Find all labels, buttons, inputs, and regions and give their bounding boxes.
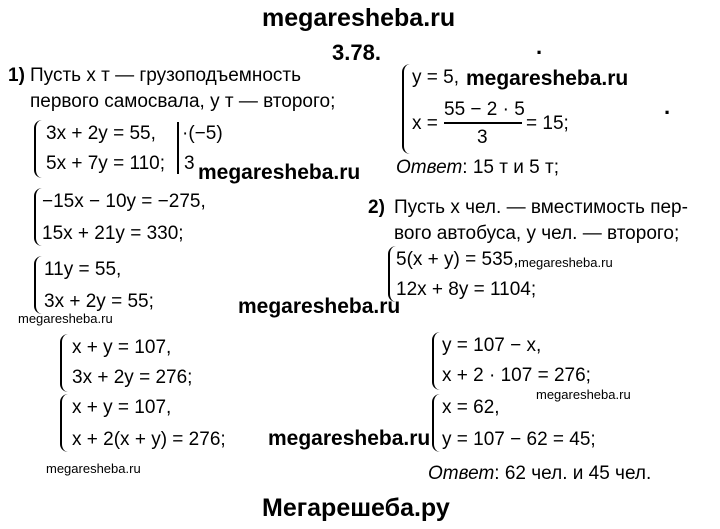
- sysA-eq2: 12x + 8y = 1104;: [396, 279, 537, 300]
- watermark: megaresheba.ru: [238, 295, 401, 318]
- watermark: megaresheba.ru: [198, 161, 361, 184]
- sys4-fraction-denominator: 3: [477, 127, 488, 148]
- footer-site: Мегарешеба.ру: [262, 494, 450, 522]
- watermark-small: megaresheba.ru: [46, 461, 141, 476]
- watermark: megaresheba.ru: [466, 67, 629, 90]
- part1-text-line2: первого самосвала, y т — второго;: [30, 91, 336, 112]
- answer1-text: : 15 т и 5 т;: [462, 157, 559, 178]
- problem-number: 3.78.: [332, 40, 381, 65]
- answer1-label: Ответ: [396, 157, 463, 178]
- sys4-fraction-numerator: 55 − 2 · 5: [444, 99, 525, 120]
- sys4-eq1: y = 5,: [412, 67, 459, 88]
- answer2-text: : 62 чел. и 45 чел.: [494, 463, 652, 484]
- stray-dot: .: [536, 34, 543, 59]
- system-brace: [432, 332, 440, 390]
- watermark-small: megaresheba.ru: [18, 311, 113, 326]
- sys4-eq2-right: = 15;: [526, 113, 569, 134]
- sys1-multiplier1: ·(−5): [182, 123, 223, 144]
- watermark-small: megaresheba.ru: [518, 255, 613, 270]
- sysC-eq1: x + y = 107,: [72, 397, 172, 418]
- sysB-eq2: 3x + 2y = 276;: [72, 367, 193, 388]
- part2-text-line1: Пусть x чел. — вместимость пер-: [394, 197, 688, 218]
- sys3-eq2: 3x + 2y = 55;: [44, 291, 154, 312]
- answer1: [396, 158, 559, 177]
- sys2-eq1: −15x − 10y = −275,: [42, 191, 206, 212]
- watermark-small: megaresheba.ru: [536, 387, 631, 402]
- system-brace: [60, 394, 68, 452]
- sys1-eq1: 3x + 2y = 55,: [46, 123, 156, 144]
- system-brace: [34, 120, 42, 178]
- sysC-eq2: x + 2(x + y) = 276;: [72, 429, 226, 450]
- watermark: megaresheba.ru: [268, 427, 431, 450]
- sys4-eq2-left: x =: [412, 113, 438, 134]
- site-title: megaresheba.ru: [262, 4, 456, 32]
- sysD-eq2: x + 2 · 107 = 276;: [442, 365, 591, 386]
- system-brace: [432, 394, 440, 452]
- part1-label: 1): [8, 65, 25, 86]
- fraction-bar: [444, 122, 522, 124]
- part2-label: 2): [368, 197, 385, 218]
- system-brace: [34, 256, 42, 314]
- sysB-eq1: x + y = 107,: [72, 337, 172, 358]
- stray-dot-2: .: [664, 94, 671, 119]
- system-brace: [60, 334, 68, 392]
- system-brace: [402, 64, 410, 154]
- sys2-eq2: 15x + 21y = 330;: [42, 223, 184, 244]
- sys1-multiplier2: 3: [184, 153, 195, 174]
- part2-text-line2: вого автобуса, y чел. — второго;: [394, 223, 680, 244]
- system-brace: [34, 188, 42, 246]
- sysD-eq1: y = 107 − x,: [442, 335, 542, 356]
- part1-text-line1: Пусть x т — грузоподъемность: [30, 65, 301, 86]
- answer2: [428, 464, 651, 483]
- sysE-eq2: y = 107 − 62 = 45;: [442, 429, 596, 450]
- system-brace: [388, 246, 396, 302]
- sys3-eq1: 11y = 55,: [44, 259, 122, 280]
- sys1-eq2: 5x + 7y = 110;: [46, 153, 166, 174]
- sysA-eq1: 5(x + y) = 535,: [396, 249, 519, 270]
- multiplier-bar: [177, 122, 179, 174]
- sysE-eq1: x = 62,: [442, 397, 500, 418]
- answer2-label: Ответ: [428, 463, 495, 484]
